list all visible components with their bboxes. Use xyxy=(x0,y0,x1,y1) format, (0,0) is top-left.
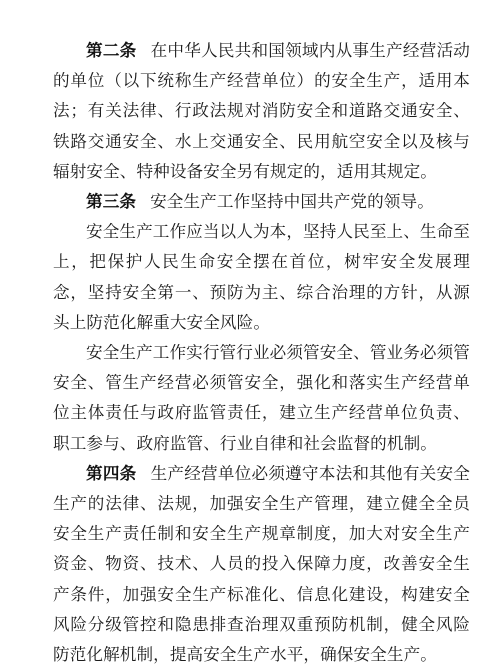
article-3-paragraph xyxy=(53,187,470,217)
paragraph-text: 在中华人民共和国领域内从事生产经营活动的单位（以下统称生产经营单位）的安全生产，适用本法；有关法律、行政法规对消防安全和道路交通安全、铁路交通安全、水上交通安全、民用航空安全以及核与辐射安全、特种设备安全另有规定的，适用其规定。 xyxy=(53,41,470,181)
article-number: 第二条 xyxy=(86,41,137,60)
paragraph-text: 生产经营单位必须遵守本法和其他有关安全生产的法律、法规，加强安全生产管理，建立健全全员安全生产责任制和安全生产规章制度，加大对安全生产资金、物资、技术、人员的投入保障力度，改善安全生产条件，加强安全生产标准化、信息化建设，构建安全风险分级管控和隐患排查治理双重预防机制，健全风险防范化解机制，提高安全生产水平，确保安全生产。 xyxy=(53,463,470,665)
paragraph-text: 安全生产工作坚持中国共产党的领导。 xyxy=(150,192,434,212)
paragraph-text: 安全生产工作应当以人为本，坚持人民至上、生命至上，把保护人民生命安全摆在首位，树牢安全发展理念，坚持安全第一、预防为主、综合治理的方针，从源头上防范化解重大安全风险。 xyxy=(53,222,470,332)
article-2-paragraph xyxy=(53,36,470,187)
article-4-paragraph xyxy=(53,459,470,670)
article-number: 第四条 xyxy=(86,463,137,483)
paragraph-text: 安全生产工作实行管行业必须管安全、管业务必须管安全、管生产经营必须管安全，强化和落实生产经营单位主体责任与政府监管责任，建立生产经营单位负责、职工参与、政府监管、行业自律和社会监督的机制。 xyxy=(53,343,470,453)
article-number: 第三条 xyxy=(86,192,137,212)
article-3-paragraph-3 xyxy=(53,338,470,459)
article-3-paragraph-2 xyxy=(53,217,470,338)
